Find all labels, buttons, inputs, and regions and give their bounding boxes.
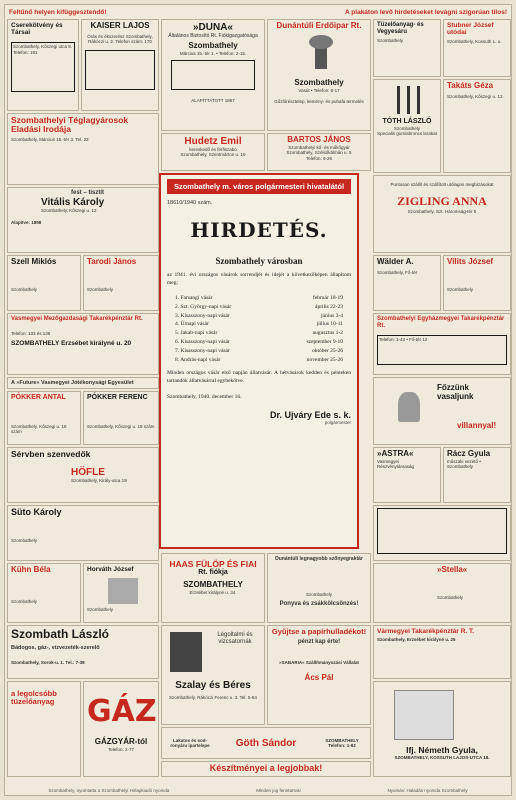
ad-text: Szombathely bbox=[11, 598, 38, 604]
ad-title: Göth Sándor bbox=[235, 737, 297, 749]
ad-szombath bbox=[7, 625, 159, 679]
ad-title: Gyűjtse a papírhulladékot! bbox=[271, 627, 367, 636]
notice-outro: Minden országos vásár első napján állatvásár. A hétvásárok kedden és pénteken tartandók állatvásárral egybekötve. bbox=[167, 370, 351, 385]
notice-signature-role: polgármester bbox=[324, 420, 351, 426]
ad-sub1: Telefon: 133 és 138 bbox=[11, 330, 51, 336]
ad-text: Szombathely bbox=[87, 286, 114, 292]
ad-title: Hudetz Emil bbox=[184, 136, 242, 147]
fair-name: 1. Farsangi vásár bbox=[175, 294, 213, 301]
ad-sub2: Szombathely, Sorok-u. 1. Tel.: 7-38 bbox=[11, 659, 85, 665]
ad-title: Tarodi János bbox=[87, 257, 137, 266]
notice-ref: 18610/1940 szám. bbox=[167, 200, 213, 206]
fair-date: április 22-23 bbox=[315, 303, 343, 310]
notice-header: Szombathely m. város polgármesteri hivatalától bbox=[167, 179, 351, 194]
ad-title: Tüzelőanyag- és Vegyesáru bbox=[377, 22, 424, 35]
fair-row bbox=[167, 320, 351, 329]
ad-text: Szombathely, Március 15.-tér 3. Tel. 22 bbox=[11, 136, 89, 142]
ad-title: Horváth József bbox=[87, 566, 134, 573]
ad-bartos bbox=[267, 133, 371, 171]
ad-sub1: a legolcsóbb tüzelőanyag bbox=[11, 689, 57, 707]
ad-sub3: Telefon: 2-77 bbox=[107, 746, 135, 752]
ad-sub1: pénzt kap érte! bbox=[297, 639, 341, 646]
ad-sub2: Specialis gumiabroncs lerakat bbox=[377, 131, 437, 137]
ad-title: TÓTH LÁSZLÓ bbox=[382, 118, 432, 125]
fair-date: augusztus 1-2 bbox=[312, 330, 343, 337]
ad-stella bbox=[373, 563, 511, 623]
ad-title: Főzzünk vasaljunk bbox=[437, 383, 474, 401]
ad-title: Rácz Gyula bbox=[447, 449, 491, 458]
ad-title: Takáts Géza bbox=[447, 81, 494, 90]
ad-box bbox=[171, 60, 255, 90]
ad-walder bbox=[373, 255, 441, 311]
notice-signature: Dr. Ujváry Ede s. k. bbox=[269, 410, 351, 421]
ad-title: Kühn Béla bbox=[11, 565, 51, 574]
ad-sub1: kereskedő és férfiszabó bbox=[189, 147, 237, 152]
ad-title: Légoltalmi és vizcsatornák bbox=[217, 632, 253, 646]
ad-title: Stubner József utódai bbox=[447, 22, 494, 37]
ad-sub3: Ács Pál bbox=[304, 672, 334, 682]
ad-text: villannyal! bbox=[457, 420, 497, 430]
ad-sub2: »SABARIA« Szállítmányozási Vállalat bbox=[279, 660, 359, 666]
fair-name: 6. Kisasszony-napi vásár bbox=[175, 338, 230, 345]
ad-papirhulladek bbox=[267, 625, 371, 725]
ad-szalay-beres bbox=[161, 625, 265, 725]
ad-title: PÓKKER ANTAL bbox=[11, 394, 66, 401]
ad-horvath bbox=[83, 563, 159, 623]
bottom-bar bbox=[5, 785, 511, 795]
ad-text: SZOMBATHELY, KOSSUTH LAJOS-UTCA 18. bbox=[394, 755, 490, 761]
ad-sub4: ALAPÍTTATOTT 1867 bbox=[191, 98, 235, 104]
ad-sub2: Szombathely, Szélsőkálmán u. 5 bbox=[286, 150, 352, 156]
ad-side-list bbox=[373, 505, 511, 561]
ad-text: Szombathely bbox=[437, 594, 464, 600]
fair-row bbox=[167, 356, 351, 365]
fair-row bbox=[167, 347, 351, 356]
ad-text: Vasmegyei Részvénytársaság bbox=[377, 458, 415, 470]
ad-nemeth bbox=[373, 681, 511, 777]
ad-title: Vitális Károly bbox=[41, 197, 105, 209]
ad-text: Szombathely bbox=[11, 286, 38, 292]
ad-sub1: Rt. fiókja bbox=[198, 569, 228, 577]
ad-gaz bbox=[83, 681, 159, 777]
ad-sub3: Gőzfűrésztelep, kemény- és puhafa termelés bbox=[274, 98, 364, 104]
ad-zigling bbox=[373, 175, 511, 253]
ad-toth-laszlo bbox=[373, 79, 441, 173]
ad-astra bbox=[373, 447, 441, 503]
ad-title: Szell Miklós bbox=[11, 257, 57, 266]
top-left-notice: Feltűnő helyen kifüggesztendő! bbox=[9, 8, 107, 16]
ad-title: KAISER LAJOS bbox=[90, 21, 150, 30]
fair-row bbox=[167, 294, 351, 303]
ad-sub2: SZOMBATHELY Erzsébet királyné u. 20 bbox=[11, 339, 132, 347]
ad-title: »DUNA« bbox=[192, 22, 233, 33]
top-notice-bar bbox=[5, 5, 511, 19]
ad-title: »ASTRA« bbox=[377, 449, 414, 458]
ad-title: Vármegyei Takarékpénztár R. T. bbox=[377, 628, 475, 635]
ad-text: Szombathely, Kőszegi u. 18 szám bbox=[11, 423, 67, 435]
fair-date: június 3-4 bbox=[320, 312, 343, 319]
fair-name: 5. Jakab-napi vásár bbox=[175, 330, 218, 337]
notice-intro: az 1941. évi országos vásárok sorrendjét és idejét a következőképen állapítom meg: bbox=[167, 272, 351, 286]
bottom-left: Szombathely, nyomtatta a Szombathelyi Hirlapkiadó nyomda bbox=[48, 787, 170, 793]
fair-date: szeptember 9-10 bbox=[306, 338, 343, 345]
ad-vasmegyei-takarek bbox=[7, 313, 159, 375]
ad-tarodi bbox=[83, 255, 159, 311]
machine-icon bbox=[170, 632, 202, 672]
notice-date: Szombathely, 1940. december 16. bbox=[167, 394, 242, 401]
fair-date: július 10-11 bbox=[316, 321, 343, 328]
ad-suto bbox=[7, 505, 159, 561]
ad-sub1: Szalay és Béres bbox=[175, 680, 251, 692]
fair-name: 7. Kisasszony-napi vásár bbox=[175, 347, 230, 354]
fair-date: február 18-19 bbox=[312, 294, 343, 301]
ad-hofle bbox=[7, 447, 159, 503]
ad-villany bbox=[373, 377, 511, 445]
fair-row bbox=[167, 338, 351, 347]
bottom-mid: Minden jog fenntartva! bbox=[256, 787, 301, 793]
fair-row bbox=[167, 312, 351, 321]
official-notice bbox=[159, 173, 359, 549]
ad-sub3: Telefon: 6-26 bbox=[305, 155, 333, 161]
ad-goth bbox=[161, 727, 371, 759]
ad-title: Dunántúli legnagyobb szőnyegraktár bbox=[275, 556, 363, 562]
ad-vilits bbox=[443, 255, 511, 311]
bulb-icon bbox=[398, 392, 420, 422]
ad-title: Süto Károly bbox=[11, 507, 62, 517]
ad-cserekotveny bbox=[7, 19, 79, 111]
fair-name: 8. András-napi vásár bbox=[175, 356, 221, 363]
fair-row bbox=[167, 303, 351, 312]
ad-text: Telefon: 1-43 • Fő-tér 12 bbox=[377, 335, 507, 365]
ad-title: A »Future« Vasmegyei Jótékonysági Egyesület bbox=[11, 380, 134, 386]
ad-text: Órás és ékszerész Szombathely, Rákóczi u. 2. Telefon szám: 170 bbox=[87, 33, 153, 45]
ad-takats bbox=[443, 79, 511, 173]
ad-sub2: Szombathely, Király-utca 19 bbox=[71, 478, 127, 484]
ad-title: »Stella« bbox=[437, 565, 468, 574]
ad-sub2: SZOMBATHELY bbox=[183, 580, 243, 590]
ad-szell bbox=[7, 255, 81, 311]
notice-city: Szombathely városban bbox=[215, 256, 303, 266]
ad-text: Szombathely bbox=[87, 607, 114, 613]
ad-sub1: Szombathely, Szt. Háromság-tér 5 bbox=[407, 208, 477, 214]
ad-sub1: HÖFLE bbox=[71, 467, 105, 479]
ad-egyhazmegyei bbox=[373, 313, 511, 375]
ad-sub3: Alapítve: 1898 bbox=[11, 219, 42, 225]
ad-sub2: Szombathely, Szentmárton u. 19 bbox=[180, 152, 246, 158]
ad-sub3: Március 15.-tér 1. • Telefon: 2-15. bbox=[179, 50, 247, 56]
ad-sub2: Szombathely, Kőszegi u. 12 bbox=[41, 208, 97, 214]
ad-text: műszaki vezető • Szombathely bbox=[447, 458, 481, 470]
ad-racz bbox=[443, 447, 511, 503]
ad-title: Vasmegyei Mezőgazdasági Takarékpénztár Rt. bbox=[11, 316, 143, 322]
ad-text: Szombathely, Kossuth L. u. bbox=[447, 39, 502, 45]
ad-text: Szombathely bbox=[11, 537, 38, 543]
ad-title: Készítményei a legjobbak! bbox=[209, 763, 323, 773]
ad-sub1: Szombathely bbox=[393, 125, 420, 131]
ad-keszitmenyei bbox=[161, 761, 371, 777]
ad-sub2: GÁZGYÁR-tól bbox=[94, 737, 148, 746]
ad-title: GÁZ bbox=[87, 694, 157, 729]
ad-sub2: Ponyva és zsákkölcsönzés! bbox=[279, 601, 359, 608]
ad-sub1: Szombathely bbox=[305, 592, 332, 597]
ad-szonyeg bbox=[267, 553, 371, 623]
fair-name: 2. Szt. György-napi vásár bbox=[175, 303, 232, 310]
ad-title: Dunántúli Erdőipar Rt. bbox=[276, 21, 362, 30]
ad-sub3: Erzsébet királyné u. 34. bbox=[189, 589, 237, 595]
ad-hudetz bbox=[161, 133, 265, 171]
ad-kaiser bbox=[81, 19, 159, 111]
ad-varmegyei-takarek bbox=[373, 625, 511, 679]
ad-title: Szombathelyi Egyházmegyei Takarékpénztár Rt. bbox=[377, 316, 505, 329]
ad-pokker-ferenc bbox=[83, 391, 159, 445]
ad-title: Sérvben szenvedők bbox=[11, 449, 91, 459]
ad-pokker-antal bbox=[7, 391, 81, 445]
ad-title: Ifj. Németh Gyula, bbox=[406, 745, 478, 755]
ad-title: HAAS FÜLÖP ÉS FIAI bbox=[169, 559, 257, 569]
ad-text: Szombathely, Erzsébet királyné u. 25 bbox=[377, 637, 456, 643]
ad-sub1: Lakatos és sod-ronyáru ipartelepe bbox=[170, 737, 210, 748]
ad-sub2: Szombathely, Rákóczi Ferenc u. 3. Tel. 5-84 bbox=[169, 695, 257, 701]
ad-future bbox=[7, 377, 159, 389]
ad-sub1: Általános Biztosító Rt. Fiókigazgatósága bbox=[168, 33, 258, 39]
ad-text: Szombathely, Fő-tér bbox=[377, 269, 418, 275]
fair-date: november 25-26 bbox=[306, 356, 343, 363]
fair-list bbox=[167, 294, 351, 364]
machine-icon bbox=[108, 578, 138, 604]
ad-sub1: Bádogos, gáz-, vízvezeték-szerelő bbox=[11, 645, 100, 652]
ad-stubner bbox=[443, 19, 511, 77]
ad-title: Vilits József bbox=[447, 257, 494, 266]
ad-kuhn bbox=[7, 563, 81, 623]
ad-text: Szombathely bbox=[447, 286, 474, 292]
fair-name: 3. Kisasszony-napi vásár bbox=[175, 312, 230, 319]
fair-name: 4. Úrnapi vásár bbox=[175, 321, 209, 328]
bottom-right: Nyomás: Haladás nyomda Szombathely bbox=[387, 787, 468, 793]
ad-title: Szombath László bbox=[11, 627, 110, 641]
fair-date: október 25-26 bbox=[311, 347, 343, 354]
top-right-notice: A plakáton levő hirdetéseket levágni szigorúan tilos! bbox=[345, 8, 507, 16]
ad-title: PÓKKER FERENC bbox=[87, 394, 148, 401]
tree-logo-icon bbox=[271, 35, 367, 79]
ad-title: Wälder A. bbox=[377, 257, 414, 266]
ad-text: Szombathely, Kőszegi u. 18 szám bbox=[87, 423, 155, 429]
ad-box bbox=[377, 508, 507, 554]
ad-title: ZIGLING ANNA bbox=[397, 194, 487, 209]
ad-box bbox=[85, 50, 155, 90]
ad-title: BARTOS JÁNOS bbox=[287, 135, 351, 144]
ad-sub1: fest – tisztít bbox=[71, 190, 105, 196]
ad-gaz-text bbox=[7, 681, 81, 777]
ad-sub2: Pontosan szállít és szállított utólagos megbízásokat bbox=[390, 182, 494, 187]
ad-title: Cserekötvény és Társai bbox=[11, 22, 63, 37]
ad-haas bbox=[161, 553, 265, 623]
shop-icon bbox=[394, 690, 454, 740]
ad-teglagyarosok bbox=[7, 113, 159, 185]
ad-title: Szombathelyi Téglagyárosok Eladási Irodája bbox=[11, 115, 129, 135]
tools-icon bbox=[377, 82, 437, 118]
ad-sub1: Szombathely bbox=[294, 77, 344, 87]
ad-vitalis bbox=[7, 187, 159, 253]
ad-sub2: Szombathely bbox=[188, 41, 238, 50]
fair-row bbox=[167, 329, 351, 338]
ad-dunantuli-erdoipar bbox=[267, 19, 371, 131]
ad-text: Szombathely, Kőszegi u. 12. bbox=[447, 93, 504, 99]
ad-sub2: Vasút • Telefon: 8-17 bbox=[298, 87, 340, 93]
ad-text: Szombathely bbox=[377, 38, 404, 44]
ad-sub2: SZOMBATHELY Telefon: 1-92 bbox=[325, 737, 359, 748]
ad-sub1: Szombathelyi kő- és műkőgyár bbox=[288, 144, 350, 150]
ad-text: Szombathely, Kőszegi utca 8. Telefon: 191 bbox=[11, 42, 75, 92]
notice-title: HIRDETÉS. bbox=[190, 218, 328, 242]
ad-duna bbox=[161, 19, 265, 131]
poster bbox=[4, 4, 512, 796]
ad-tuzeloanyag bbox=[373, 19, 441, 77]
